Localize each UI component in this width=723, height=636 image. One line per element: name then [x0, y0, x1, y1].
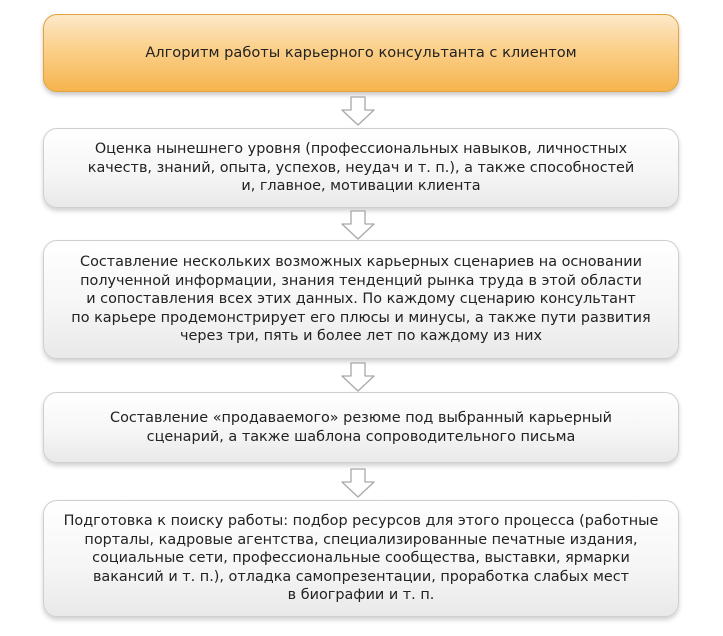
down-arrow-icon: [340, 96, 376, 126]
step-line: вакансий и т. п.), отладка самопрезентации, проработка слабых мест: [92, 568, 630, 585]
step-line: Составление нескольких возможных карьерных сценариев на основании: [80, 254, 642, 271]
down-arrow-icon: [340, 362, 376, 392]
step-line: Составление «продаваемого» резюме под выбранный карьерный: [110, 410, 612, 426]
step-text: [88, 140, 634, 196]
step-line: и сопоставления всех этих данных. По каждому сценарию консультант: [86, 291, 636, 308]
step-line: полученной информации, знания тенденций рынка труда в этой области: [80, 272, 642, 289]
down-arrow-icon: [340, 210, 376, 240]
step-text: [110, 409, 612, 446]
down-arrow-icon: [340, 468, 376, 498]
flowchart-title: Алгоритм работы карьерного консультанта с клиентом: [145, 43, 577, 61]
step-text: [71, 253, 650, 346]
step-box-scenarios: [43, 240, 679, 359]
step-line: Оценка нынешнего уровня (профессиональных навыков, личностных: [94, 141, 628, 158]
step-line: и, главное, мотивации клиента: [241, 178, 481, 195]
step-line: социальные сети, профессиональные сообщества, выставки, ярмарки: [92, 550, 630, 567]
step-line: по карьере продемонстрирует его плюсы и минусы, а также пути развития: [71, 309, 651, 326]
step-line: порталы, кадровые агентства, специализированные печатные издания,: [84, 531, 638, 548]
step-line: Подготовка к поиску работы: подбор ресурсов для этого процесса (работные: [63, 513, 659, 530]
step-box-job-search: [43, 500, 679, 617]
step-line: качеств, знаний, опыта, успехов, неудач и т. п.), а также способностей: [87, 159, 635, 176]
flowchart-title-box: [43, 14, 679, 92]
step-text: [64, 512, 659, 605]
step-box-assessment: [43, 128, 679, 208]
step-line: через три, пять и более лет по каждому из них: [179, 328, 542, 345]
step-line: сценарий, а также шаблона сопроводительного письма: [146, 428, 576, 445]
step-box-resume: [43, 392, 679, 463]
step-line: в биографии и т. п.: [287, 587, 435, 604]
